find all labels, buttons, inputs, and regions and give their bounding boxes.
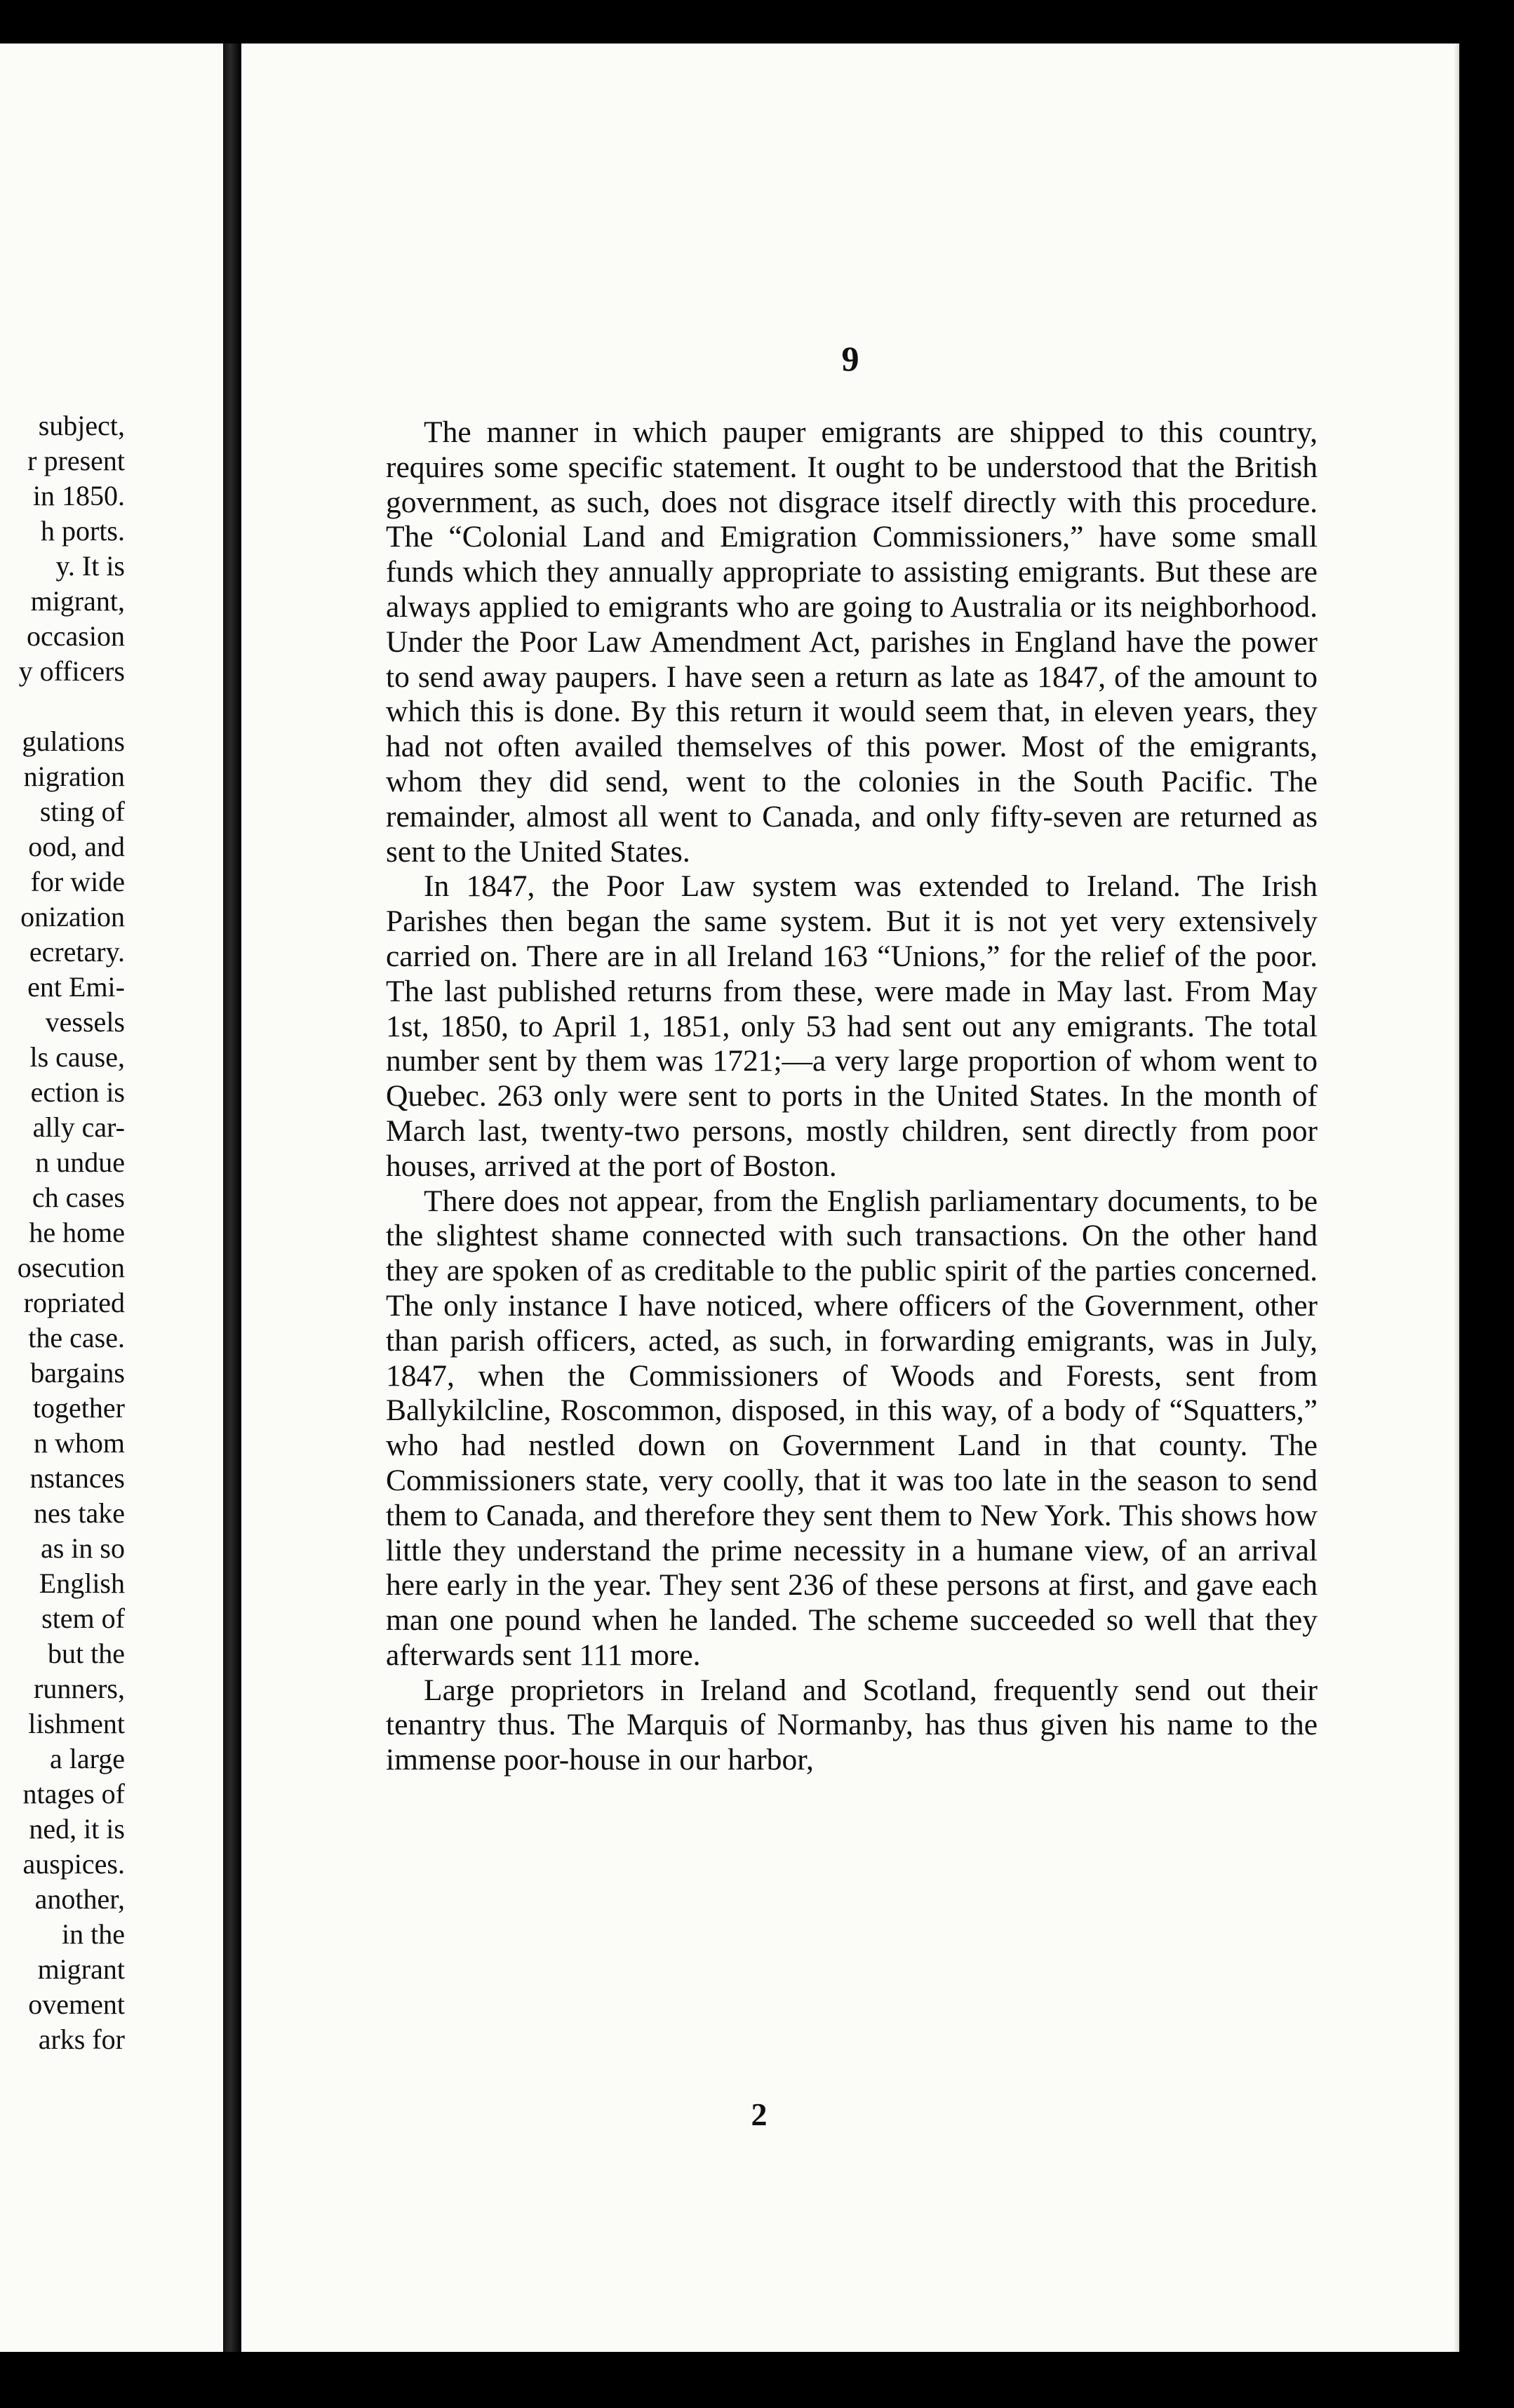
previous-page-line: ection is: [30, 1076, 125, 1108]
previous-page-line: nstances: [29, 1462, 125, 1494]
previous-page-line: gulations: [22, 725, 125, 757]
paragraph: There does not appear, from the English parliamentary documents, to be the slightest shame connected with such transactions. On the other hand they are spoken of as creditable to the public spirit of the parties concerned. The only instance I have noticed, where officers of the Government, other than parish officers, acted, as such, in forwarding emigrants, was in July, 1847, when the Commissioners of Woods and Forests, sent from Ballykilcline, Roscommon, disposed, in this way, of a body of “Squatters,” who had nestled down on Government Land in that county. The Commissioners state, very coolly, that it was too late in the season to send them to Canada, and therefore they sent them to New York. This shows how little they understand the prime necessity in a humane view, of an arrival here early in the year. They sent 236 of these persons at first, and gave each man one pound when he landed. The scheme succeeded so well that they afterwards sent 111 more.: [386, 1184, 1318, 1672]
previous-page-line: h ports.: [41, 515, 125, 547]
previous-page-line: auspices.: [22, 1848, 125, 1880]
previous-page-line: bargains: [30, 1357, 125, 1389]
previous-page-line: n whom: [34, 1427, 125, 1459]
previous-page-line: sting of: [39, 796, 125, 827]
previous-page-line: r present: [27, 445, 125, 476]
previous-page-line: lishment: [28, 1708, 125, 1739]
previous-page-line: ropriated: [23, 1287, 125, 1318]
previous-page-line: he home: [29, 1217, 125, 1248]
paragraph: In 1847, the Poor Law system was extended to Ireland. The Irish Parishes then began the same system. But it is not yet very extensively carried on. There are in all Ireland 163 “Unions,” for the relief of the poor. The last published returns from these, were made in May last. From May 1st, 1850, to April 1, 1851, only 53 had sent out any emigrants. The total number sent by them was 1721;—a very large proportion of whom went to Quebec. 263 only were sent to ports in the United States. In the month of March last, twenty-two persons, mostly children, sent directly from poor houses, arrived at the port of Boston.: [386, 869, 1318, 1183]
signature-mark: 2: [751, 2096, 768, 2132]
previous-page-line: another,: [34, 1883, 125, 1915]
previous-page-line: ch cases: [32, 1182, 125, 1213]
previous-page-line: onization: [20, 901, 125, 932]
previous-page-line: ood, and: [28, 831, 125, 862]
previous-page-line: nes take: [34, 1497, 125, 1529]
previous-page-line: as in so: [41, 1532, 125, 1564]
previous-page-line: migrant: [37, 1953, 125, 1985]
page-gutter: [223, 44, 241, 2352]
previous-page-line: English: [39, 1567, 125, 1599]
previous-page-line: ovement: [28, 1988, 125, 2020]
previous-page-line: vessels: [45, 1006, 125, 1038]
previous-page-line: [18, 689, 125, 724]
previous-page: [0, 44, 223, 2352]
previous-page-line: a large: [50, 1743, 125, 1774]
previous-page-line: y officers: [18, 655, 125, 687]
previous-page-line: for wide: [30, 866, 125, 897]
previous-page-line: ls cause,: [29, 1041, 125, 1073]
previous-page-line: subject,: [38, 410, 125, 441]
previous-page-line: occasion: [27, 620, 125, 652]
previous-page-line: ally car-: [32, 1111, 125, 1143]
page-edge: [1454, 44, 1459, 2352]
previous-page-line: osecution: [17, 1252, 125, 1283]
previous-page-line: arks for: [38, 2024, 125, 2055]
previous-page-line: but the: [48, 1638, 125, 1669]
previous-page-line: migrant,: [30, 585, 125, 617]
previous-page-line: the case.: [28, 1322, 125, 1353]
previous-page-line: y. It is: [55, 550, 125, 582]
paragraph: The manner in which pauper emigrants are shipped to this country, requires some specific statement. It ought to be understood that the British government, as such, does not disgrace itself directly with this procedure. The “Colonial Land and Emigration Commissioners,” have some small funds which they annually appropriate to assisting emigrants. But these are always applied to emigrants who are going to Australia or its neighborhood. Under the Poor Law Amendment Act, parishes in England have the power to send away paupers. I have seen a return as late as 1847, of the amount to which this is done. By this return it would seem that, in eleven years, they had not often availed themselves of this power. Most of the emigrants, whom they did send, went to the colonies in the South Pacific. The remainder, almost all went to Canada, and only fifty-seven are returned as sent to the United States.: [386, 415, 1318, 869]
previous-page-text: [18, 408, 125, 2057]
previous-page-line: nigration: [23, 761, 125, 792]
body-text: [386, 415, 1318, 1778]
current-page: [241, 44, 1459, 2352]
previous-page-line: together: [32, 1392, 125, 1424]
previous-page-line: ned, it is: [29, 1813, 125, 1845]
previous-page-line: ntages of: [22, 1778, 125, 1810]
previous-page-line: n undue: [35, 1146, 125, 1178]
previous-page-line: ent Emi-: [27, 971, 125, 1003]
previous-page-line: ecretary.: [29, 936, 125, 968]
previous-page-line: runners,: [34, 1673, 125, 1704]
previous-page-line: stem of: [41, 1603, 125, 1634]
previous-page-line: in 1850.: [32, 480, 125, 511]
page-number: 9: [841, 339, 859, 378]
previous-page-line: in the: [62, 1918, 125, 1950]
paragraph: Large proprietors in Ireland and Scotland, frequently send out their tenantry thus. The Marquis of Normanby, has thus given his name to the immense poor-house in our harbor,: [386, 1673, 1318, 1777]
